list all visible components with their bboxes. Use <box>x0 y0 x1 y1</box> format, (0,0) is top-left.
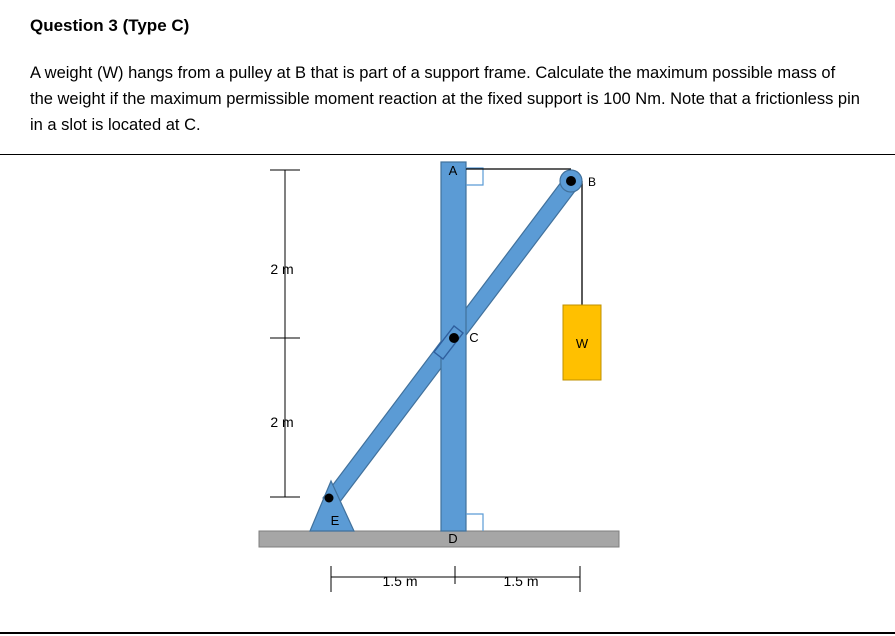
question-title: Question 3 (Type C) <box>30 16 190 35</box>
weight-label: W <box>575 336 589 351</box>
dim-horizontal-right: 1.5 m <box>503 573 539 589</box>
dim-vertical-upper: 2 m <box>270 261 294 277</box>
label-b: B <box>587 175 597 189</box>
right-angle-mark-a <box>466 168 483 185</box>
label-c: C <box>469 330 479 345</box>
dim-vertical-lower: 2 m <box>270 414 294 430</box>
right-angle-mark-d <box>466 514 483 531</box>
vertical-dimension <box>270 170 300 497</box>
pin-c <box>449 333 459 343</box>
question-text: A weight (W) hangs from a pulley at B that is part of a support frame. Calculate the maximum possible mass of the weight if the maximum permissible moment reaction at the fixed support is 100 Nm. Note that a frictionless pin in a slot is located at C. <box>30 64 860 134</box>
pulley-axle <box>566 176 576 186</box>
label-e: E <box>330 513 340 528</box>
dim-horizontal-left: 1.5 m <box>382 573 418 589</box>
label-a: A <box>448 163 458 178</box>
pin-e <box>325 494 334 503</box>
horizontal-dimension <box>331 566 580 592</box>
label-d: D <box>448 531 458 546</box>
ground-support <box>259 531 619 547</box>
